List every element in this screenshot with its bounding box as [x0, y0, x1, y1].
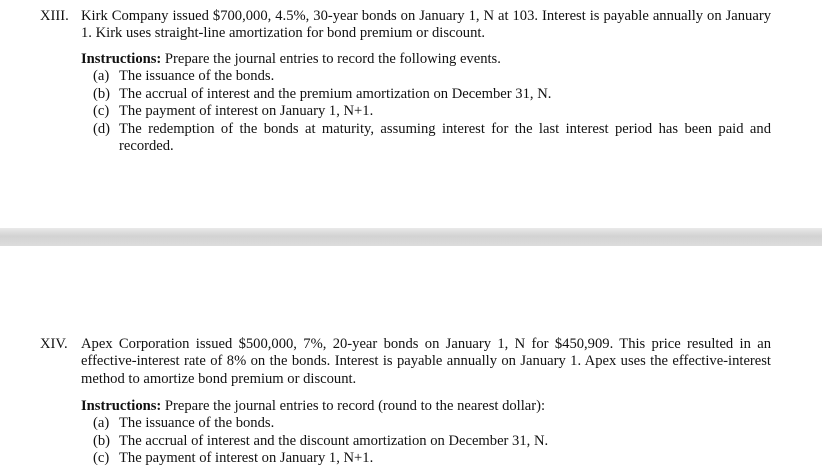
instructions-label: Instructions:	[81, 51, 162, 67]
item-text: The issuance of the bonds.	[119, 68, 275, 84]
problem-statement-line: method to amortize bond premium or discount.	[81, 371, 357, 387]
page-separator	[0, 228, 822, 246]
problem-statement-line: Apex Corporation issued $500,000, 7%, 20-year bonds on January 1, N for $450,909. This price resulted in an	[81, 336, 771, 352]
problem-xiii	[0, 0, 822, 228]
item-letter: (d)	[93, 121, 111, 137]
item-letter: (c)	[93, 450, 110, 466]
problem-statement-line: effective-interest rate of 8% on the bonds. Interest is payable annually on January 1. Apex uses the effective-interest	[81, 353, 771, 369]
item-text: The accrual of interest and the discount amortization on December 31, N.	[119, 433, 549, 449]
instructions	[81, 398, 545, 415]
problem-number: XIV.	[40, 336, 68, 352]
item-text: The issuance of the bonds.	[119, 415, 275, 431]
item-text: The payment of interest on January 1, N+1.	[119, 450, 374, 466]
item-letter: (b)	[93, 433, 111, 449]
item-letter: (b)	[93, 86, 111, 102]
problem-number: XIII.	[40, 8, 69, 24]
item-text: The accrual of interest and the premium amortization on December 31, N.	[119, 86, 552, 102]
item-letter: (a)	[93, 68, 110, 84]
item-text: The payment of interest on January 1, N+1.	[119, 103, 374, 119]
item-text: The redemption of the bonds at maturity, assuming interest for the last interest period has been paid and	[119, 121, 771, 137]
item-letter: (a)	[93, 415, 110, 431]
problem-statement-line: 1. Kirk uses straight-line amortization for bond premium or discount.	[81, 25, 486, 41]
instructions	[81, 51, 501, 68]
problem-statement-line: Kirk Company issued $700,000, 4.5%, 30-year bonds on January 1, N at 103. Interest is payable annually on January	[81, 8, 771, 24]
instructions-text: Prepare the journal entries to record (round to the nearest dollar):	[161, 398, 546, 414]
instructions-label: Instructions:	[81, 398, 162, 414]
problem-xiv	[0, 246, 822, 476]
instructions-text: Prepare the journal entries to record the following events.	[161, 51, 501, 67]
item-letter: (c)	[93, 103, 110, 119]
item-text-continued: recorded.	[119, 138, 174, 154]
